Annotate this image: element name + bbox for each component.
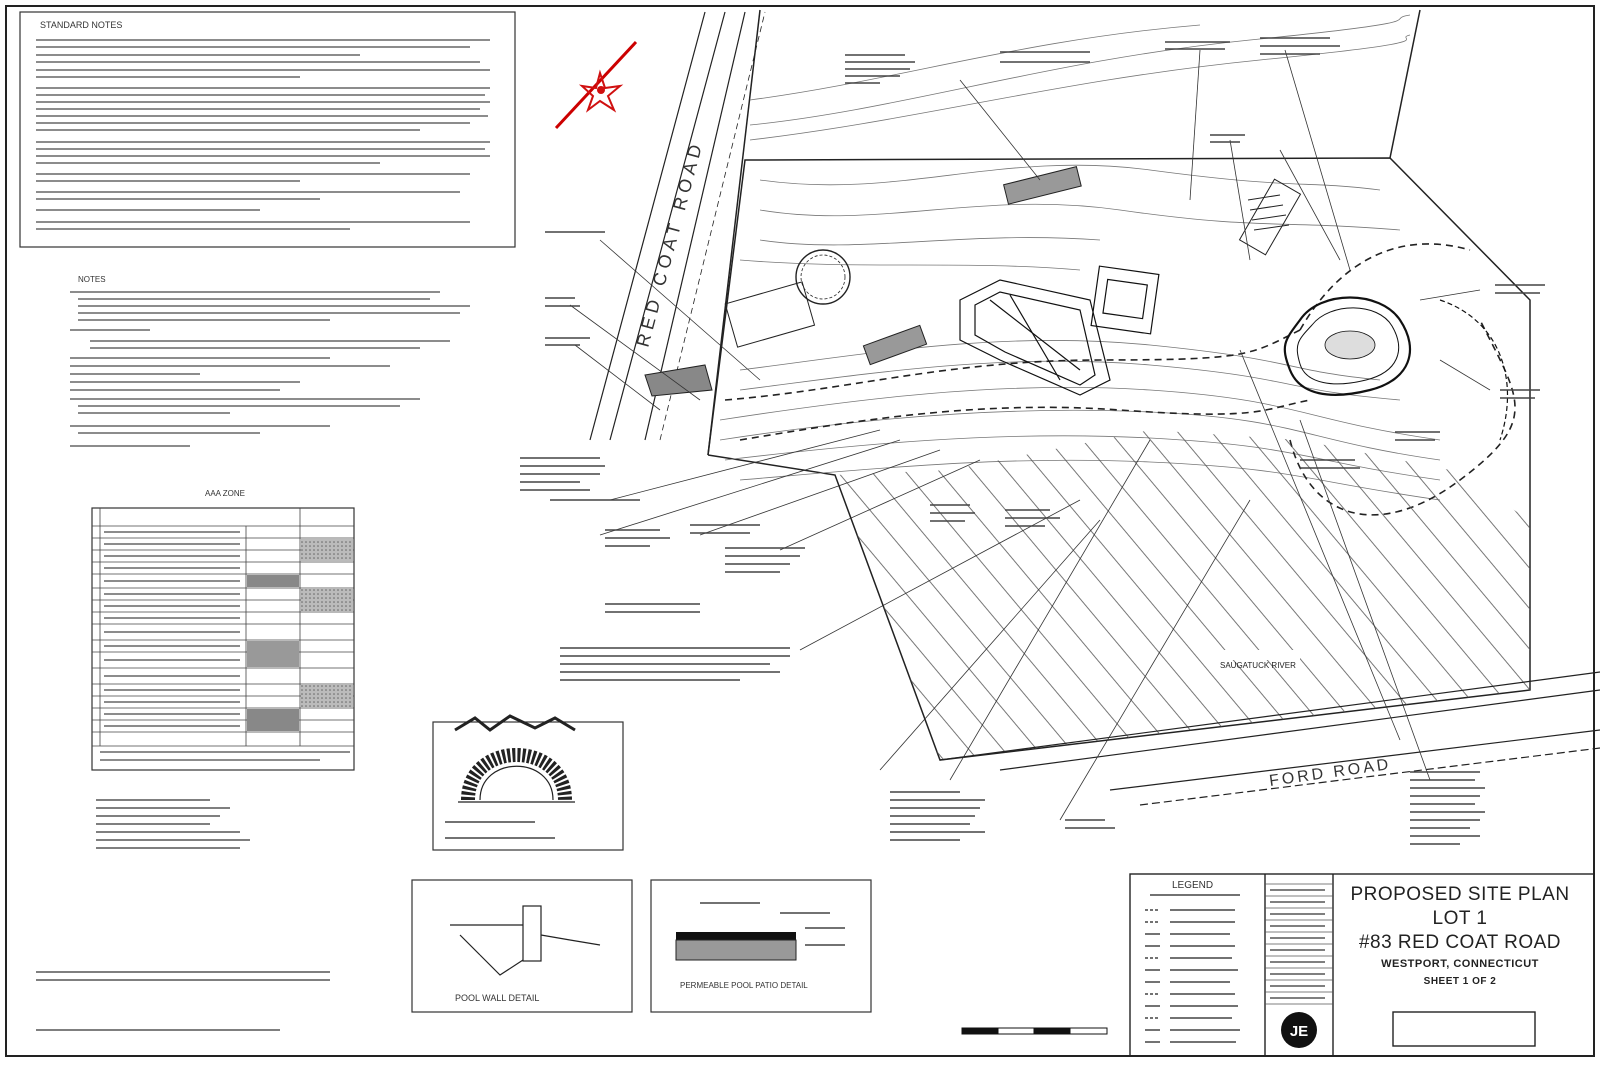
red-coat-road-label: RED COAT ROAD bbox=[632, 137, 708, 350]
standard-notes-box bbox=[20, 12, 515, 247]
zoning-table-heading: AAA ZONE bbox=[205, 489, 246, 498]
notes-block bbox=[70, 292, 470, 446]
north-arrow bbox=[556, 42, 636, 128]
river-hatch bbox=[835, 430, 1530, 760]
title-line-5: SHEET 1 OF 2 bbox=[1423, 976, 1497, 987]
site-structures bbox=[725, 167, 1300, 365]
zoning-table bbox=[92, 508, 354, 770]
permeable-patio-drawing bbox=[676, 903, 845, 960]
title-line-3: #83 RED COAT ROAD bbox=[1358, 932, 1562, 953]
pool-wall-drawing bbox=[450, 906, 600, 975]
pool bbox=[1285, 298, 1508, 441]
title-line-4: WESTPORT, CONNECTICUT bbox=[1381, 958, 1539, 970]
standard-notes-heading: STANDARD NOTES bbox=[40, 20, 123, 30]
notes-heading: NOTES bbox=[78, 275, 106, 284]
permeable-patio-detail-label: PERMEABLE POOL PATIO DETAIL bbox=[680, 981, 808, 990]
logo-text: JE bbox=[1289, 1023, 1309, 1040]
house-footprint bbox=[960, 266, 1159, 395]
legend-heading: LEGEND bbox=[1172, 880, 1214, 891]
gazebo-circle bbox=[796, 250, 850, 304]
title-line-2: LOT 1 bbox=[1432, 908, 1488, 929]
pool-wall-detail-label: POOL WALL DETAIL bbox=[455, 993, 540, 1003]
title-line-1: PROPOSED SITE PLAN bbox=[1350, 884, 1570, 905]
contour-lines bbox=[720, 15, 1440, 500]
ford-road-label: FORD ROAD bbox=[1268, 756, 1393, 790]
river-label: SAUGATUCK RIVER bbox=[1220, 661, 1296, 670]
legend-entries bbox=[1145, 895, 1240, 1042]
scale-bar bbox=[962, 1028, 1107, 1034]
certification-notes bbox=[36, 800, 330, 1030]
stone-arch-detail bbox=[445, 716, 575, 838]
